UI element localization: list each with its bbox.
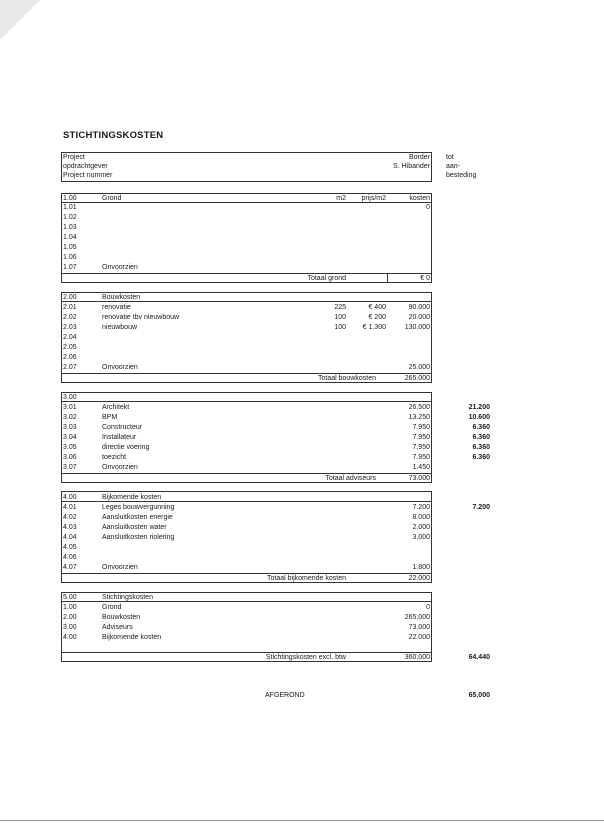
summary-total-label: Stichtingskosten excl. btw <box>265 654 346 661</box>
bijkomende-row-name: Aansluitkosten energie <box>102 514 173 521</box>
bouwkosten-row-name: renovatie <box>102 304 131 311</box>
adviseurs-row-side: 10.600 <box>468 414 490 421</box>
afgerond-value: 65.000 <box>468 692 490 699</box>
bijkomende-row-name: Leges bouwvergunning <box>102 504 175 511</box>
summary-row-code: 3.00 <box>63 624 77 631</box>
grond-row-code: 1.07 <box>63 264 77 271</box>
bouwkosten-row-name: nieuwbouw <box>102 324 138 331</box>
adviseurs-row-kosten: 7.950 <box>412 454 430 461</box>
side-note-line1: tot <box>446 154 454 161</box>
bouwkosten-row-code: 2.05 <box>63 344 77 351</box>
afgerond-label: AFGEROND <box>265 692 305 699</box>
summary-row-name: Grond <box>102 604 122 611</box>
bijkomende-head-name: Bijkomende kosten <box>102 494 162 501</box>
bijkomende-row-name: Aansluitkosten riolering <box>102 534 175 541</box>
grond-row-name: Onvoorzien <box>102 264 138 271</box>
summary-head-code: 5.00 <box>63 594 77 601</box>
adviseurs-row-code: 3.03 <box>63 424 77 431</box>
summary-total-side: 64.440 <box>468 654 490 661</box>
grond-head-kosten: kosten <box>409 195 430 202</box>
grond-head-code: 1.00 <box>63 195 77 202</box>
bijkomende-row-name: Onvoorzien <box>102 564 138 571</box>
bouwkosten-row-code: 2.04 <box>63 334 77 341</box>
summary-row-kosten: 22.000 <box>408 634 430 641</box>
summary-row-kosten: 0 <box>426 604 430 611</box>
adviseurs-row-kosten: 7.950 <box>412 444 430 451</box>
bijkomende-row-code: 4.06 <box>63 554 77 561</box>
summary-row-code: 4.00 <box>63 634 77 641</box>
summary-row-code: 1.00 <box>63 604 77 611</box>
adviseurs-head-code: 3.00 <box>63 394 77 401</box>
bijkomende-row-code: 4.03 <box>63 524 77 531</box>
side-note-line2: aan- <box>446 163 461 170</box>
grond-row-code: 1.03 <box>63 224 77 231</box>
bouwkosten-total-label: Totaal bouwkosten <box>318 375 376 382</box>
adviseurs-row-side: 21.200 <box>468 404 490 411</box>
adviseurs-row-side: 6.360 <box>472 454 490 461</box>
adviseurs-row-side: 6.360 <box>472 434 490 441</box>
adviseurs-row-name: toezicht <box>102 454 127 461</box>
bouwkosten-row-code: 2.02 <box>63 314 77 321</box>
bijkomende-row-kosten: 3.000 <box>412 534 430 541</box>
adviseurs-row-name: Installateur <box>102 434 137 441</box>
bouwkosten-row-prijs: € 200 <box>368 314 386 321</box>
bouwkosten-row-m2: 100 <box>334 314 346 321</box>
grond-head-name: Grond <box>102 195 122 202</box>
bouwkosten-head-code: 2.00 <box>63 294 77 301</box>
grond-row-code: 1.02 <box>63 214 77 221</box>
bijkomende-row-code: 4.05 <box>63 544 77 551</box>
adviseurs-row-code: 3.05 <box>63 444 77 451</box>
bouwkosten-row-code: 2.06 <box>63 354 77 361</box>
bouwkosten-row-kosten: 130.000 <box>404 324 430 331</box>
bouwkosten-row-m2: 100 <box>334 324 346 331</box>
adviseurs-row-name: Onvoorzien <box>102 464 138 471</box>
summary-row-kosten: 73.000 <box>408 624 430 631</box>
bouwkosten-head-name: Bouwkosten <box>102 294 141 301</box>
bouwkosten-row-code: 2.07 <box>63 364 77 371</box>
bouwkosten-row-prijs: € 400 <box>368 304 386 311</box>
grond-head-prijs: prijs/m2 <box>361 195 386 202</box>
adviseurs-row-name: directie voering <box>102 444 150 451</box>
side-note-line3: besteding <box>446 172 477 179</box>
bouwkosten-row-kosten: 90.000 <box>408 304 430 311</box>
adviseurs-row-kosten: 13.250 <box>408 414 430 421</box>
summary-row-name: Adviseurs <box>102 624 133 631</box>
summary-total-value: 360.000 <box>404 654 430 661</box>
adviseurs-row-code: 3.04 <box>63 434 77 441</box>
grond-total-divider <box>387 273 388 283</box>
bijkomende-row-kosten: 7.200 <box>412 504 430 511</box>
bouwkosten-row-m2: 225 <box>334 304 346 311</box>
summary-row-kosten: 265.000 <box>404 614 430 621</box>
grond-row-code: 1.04 <box>63 234 77 241</box>
bijkomende-row-name: Aansluitkosten water <box>102 524 167 531</box>
bijkomende-row-kosten: 2.000 <box>412 524 430 531</box>
adviseurs-row-side: 6.360 <box>472 424 490 431</box>
summary-row-name: Bouwkosten <box>102 614 141 621</box>
adviseurs-row-side: 6.360 <box>472 444 490 451</box>
adviseurs-row-code: 3.06 <box>63 454 77 461</box>
adviseurs-row-name: Constructeur <box>102 424 143 431</box>
grond-head-m2: m2 <box>336 195 346 202</box>
bijkomende-row-code: 4.04 <box>63 534 77 541</box>
adviseurs-row-code: 3.07 <box>63 464 77 471</box>
projectnummer-label: Project nummer <box>63 172 113 179</box>
page-bottom-edge <box>0 820 604 821</box>
adviseurs-row-kosten: 1.450 <box>412 464 430 471</box>
page-title: STICHTINGSKOSTEN <box>63 130 164 141</box>
grond-row-kosten: 0 <box>426 204 430 211</box>
grond-total-value: € 0 <box>420 275 430 282</box>
opdrachtgever-label: opdrachtgever <box>63 163 108 170</box>
bijkomende-row-code: 4.01 <box>63 504 77 511</box>
bouwkosten-row-kosten: 25.000 <box>408 364 430 371</box>
adviseurs-total-label: Totaal adviseurs <box>325 475 376 482</box>
bouwkosten-row-code: 2.03 <box>63 324 77 331</box>
bijkomende-row-side: 7.200 <box>472 504 490 511</box>
summary-row-name: Bijkomende kosten <box>102 634 162 641</box>
grond-row-code: 1.06 <box>63 254 77 261</box>
bouwkosten-row-name: Onvoorzien <box>102 364 138 371</box>
project-label: Project <box>63 154 85 161</box>
project-value: Border <box>408 154 430 161</box>
adviseurs-row-kosten: 26.500 <box>408 404 430 411</box>
bouwkosten-row-kosten: 20.000 <box>408 314 430 321</box>
summary-row-code: 2.00 <box>63 614 77 621</box>
grond-row-code: 1.01 <box>63 204 77 211</box>
bouwkosten-row-name: renovatie tbv nieuwbouw <box>102 314 180 321</box>
bijkomende-row-code: 4.07 <box>63 564 77 571</box>
adviseurs-row-name: BPM <box>102 414 118 421</box>
bijkomende-row-kosten: 1.800 <box>412 564 430 571</box>
bouwkosten-row-code: 2.01 <box>63 304 77 311</box>
bouwkosten-row-prijs: € 1.300 <box>362 324 386 331</box>
bijkomende-row-code: 4.02 <box>63 514 77 521</box>
bouwkosten-total-value: 265.000 <box>404 375 430 382</box>
adviseurs-row-kosten: 7.950 <box>412 424 430 431</box>
opdrachtgever-value: S. Hibander <box>393 163 430 170</box>
adviseurs-total-value: 73.000 <box>408 475 430 482</box>
adviseurs-row-code: 3.02 <box>63 414 77 421</box>
scan-corner-shadow <box>0 0 40 40</box>
adviseurs-row-name: Architekt <box>102 404 130 411</box>
adviseurs-row-code: 3.01 <box>63 404 77 411</box>
bijkomende-total-label: Totaal bijkomende kosten <box>267 575 346 582</box>
bijkomende-row-kosten: 8.000 <box>412 514 430 521</box>
grond-row-code: 1.05 <box>63 244 77 251</box>
adviseurs-row-kosten: 7.950 <box>412 434 430 441</box>
grond-total-label: Totaal grond <box>307 275 346 282</box>
bijkomende-head-code: 4.00 <box>63 494 77 501</box>
adviseurs-head-rule <box>61 401 432 402</box>
bijkomende-total-value: 22.000 <box>408 575 430 582</box>
summary-head-name: Stichtingskosten <box>102 594 153 601</box>
